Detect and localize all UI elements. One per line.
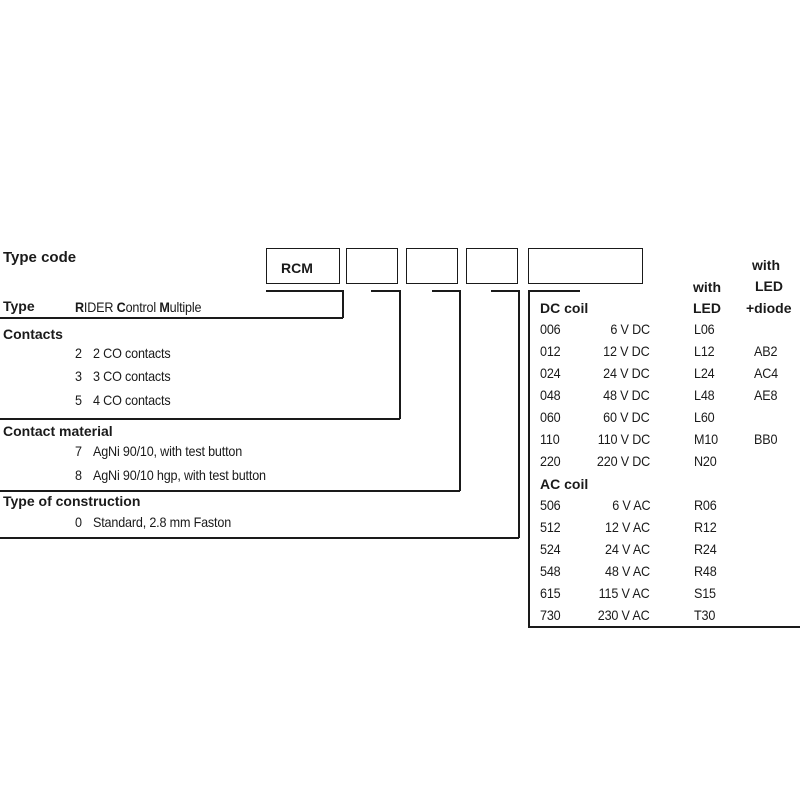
coil-led-code: L60 [694, 409, 715, 425]
code-box-type-label: RCM [281, 260, 313, 276]
header-with-led-line1: with [693, 279, 721, 295]
coil-code: 524 [540, 541, 561, 557]
coil-code: 506 [540, 497, 561, 513]
material-line [0, 490, 460, 492]
coil-led-code: R06 [694, 497, 717, 513]
construction-line [0, 537, 519, 539]
coil-code: 024 [540, 365, 561, 381]
coil-voltage: 110 V DC [597, 431, 650, 447]
type-letter-m: M [159, 299, 170, 315]
coil-led-diode-code: BB0 [754, 431, 778, 447]
code-box-coil [528, 248, 643, 284]
coil-led-code: L06 [694, 321, 715, 337]
coil-led-code: L24 [694, 365, 715, 381]
coil-led-diode-code: AE8 [754, 387, 778, 403]
coil-led-diode-code: AC4 [754, 365, 778, 381]
contacts-item-code: 5 [75, 392, 82, 408]
header-led-diode-line2: LED [755, 278, 783, 294]
header-led-diode-line3: +diode [746, 300, 792, 316]
coil-led-code: N20 [694, 453, 717, 469]
coil-voltage: 24 V DC [603, 365, 650, 381]
construction-item-code: 0 [75, 514, 82, 530]
contacts-line [0, 418, 400, 420]
coil-voltage: 60 V DC [603, 409, 650, 425]
header-led-diode-line1: with [752, 257, 780, 273]
coil-code: 110 [540, 431, 560, 447]
coil-voltage: 24 V AC [605, 541, 650, 557]
coil-code: 048 [540, 387, 561, 403]
material-label: Contact material [3, 423, 113, 439]
contacts-item-text: 4 CO contacts [93, 392, 171, 408]
coil-code: 006 [540, 321, 561, 337]
coil-code: 512 [540, 519, 561, 535]
diagram-title: Type code [3, 249, 77, 266]
coil-led-code: M10 [694, 431, 718, 447]
contacts-line-top [371, 290, 400, 292]
code-box-construction [466, 248, 518, 284]
ac-coil-label: AC coil [540, 476, 589, 492]
code-box-material [406, 248, 458, 284]
type-letter-c: C [116, 299, 126, 315]
contacts-item-text: 2 CO contacts [93, 345, 171, 361]
contacts-item-text: 3 CO contacts [93, 368, 171, 384]
coil-led-code: L12 [694, 343, 715, 359]
material-item-text: AgNi 90/10 hgp, with test button [93, 467, 266, 483]
type-line-top [266, 290, 343, 292]
coil-led-code: S15 [694, 585, 716, 601]
type-word-control: ontrol [125, 299, 160, 315]
construction-label: Type of construction [3, 493, 141, 509]
coil-bracket-bottom [528, 626, 800, 628]
code-box-type [266, 248, 340, 284]
contacts-item-code: 3 [75, 368, 82, 384]
material-line-top [432, 290, 460, 292]
type-line-up [342, 290, 344, 318]
type-letter-r: R [75, 299, 84, 315]
contacts-label: Contacts [3, 326, 63, 342]
coil-led-code: R12 [694, 519, 717, 535]
type-word-rider: IDER [83, 299, 117, 315]
dc-coil-label: DC coil [540, 300, 589, 316]
contacts-item-code: 2 [75, 345, 82, 361]
code-box-contacts [346, 248, 398, 284]
coil-code: 548 [540, 563, 561, 579]
coil-voltage: 230 V AC [598, 607, 650, 623]
coil-voltage: 6 V DC [610, 321, 650, 337]
coil-code: 220 [540, 453, 561, 469]
coil-led-code: R48 [694, 563, 717, 579]
coil-led-code: T30 [694, 607, 716, 623]
coil-voltage: 12 V DC [603, 343, 650, 359]
material-line-up [459, 290, 461, 491]
coil-bracket-top [528, 290, 580, 292]
type-word-multiple: ultiple [169, 299, 202, 315]
coil-voltage: 12 V AC [605, 519, 650, 535]
contacts-line-up [399, 290, 401, 419]
coil-led-diode-code: AB2 [754, 343, 778, 359]
coil-led-code: R24 [694, 541, 717, 557]
coil-voltage: 220 V DC [596, 453, 650, 469]
header-with-led-line2: LED [693, 300, 721, 316]
type-label: Type [3, 298, 35, 314]
coil-led-code: L48 [694, 387, 715, 403]
coil-code: 730 [540, 607, 561, 623]
coil-code: 060 [540, 409, 561, 425]
coil-voltage: 6 V AC [611, 497, 650, 513]
material-item-code: 7 [75, 443, 82, 459]
type-line [0, 317, 343, 319]
coil-voltage: 115 V AC [599, 585, 650, 601]
coil-voltage: 48 V DC [603, 387, 650, 403]
coil-voltage: 48 V AC [605, 563, 650, 579]
coil-code: 615 [540, 585, 561, 601]
material-item-code: 8 [75, 467, 82, 483]
construction-line-top [491, 290, 519, 292]
construction-line-up [518, 290, 520, 538]
construction-item-text: Standard, 2.8 mm Faston [93, 514, 232, 530]
coil-bracket-vertical [528, 290, 530, 627]
coil-code: 012 [540, 343, 561, 359]
material-item-text: AgNi 90/10, with test button [93, 443, 243, 459]
type-description [75, 299, 201, 315]
